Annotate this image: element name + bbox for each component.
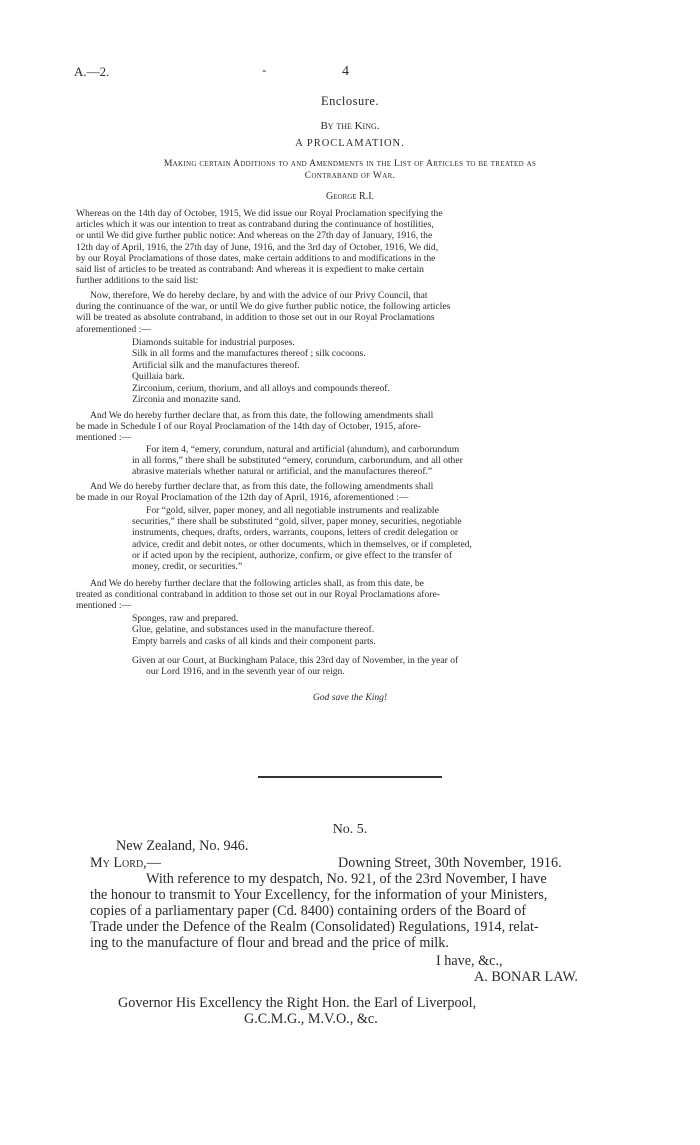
list-item: Zirconium, cerium, thorium, and all alloys and compounds thereof.: [132, 382, 390, 394]
proclamation-title-line2: Contraband of War.: [304, 170, 396, 181]
list-item: Artificial silk and the manufactures thereof.: [132, 359, 300, 371]
god-save-the-king: God save the King!: [312, 692, 388, 703]
page-number: 4: [342, 64, 349, 79]
text-line: And We do hereby further declare that the following articles shall, as from this date, be: [90, 578, 424, 589]
absolute-contraband-list: [132, 337, 612, 405]
text-line: be made in our Royal Proclamation of the 12th day of April, 1916, aforementioned :—: [76, 492, 409, 504]
text-line: our Lord 1916, and in the seventh year of our reign.: [146, 666, 345, 678]
gold-substitution: [132, 505, 626, 572]
text-line: With reference to my despatch, No. 921, of the 23rd November, I have: [146, 871, 547, 887]
text-line: further additions to the said list:: [76, 275, 199, 287]
text-line: will be treated as absolute contraband, in addition to those set out in our Royal Proclamations: [76, 312, 435, 324]
despatch-body: [90, 871, 610, 951]
closing: I have, &c.,: [436, 953, 503, 969]
text-line: said list of articles to be treated as contraband: And whereas it is expedient to make certain: [76, 264, 424, 276]
text-line: be made in Schedule I of our Royal Proclamation of the 14th day of October, 1915, afore-: [76, 421, 421, 433]
list-item: Silk in all forms and the manufactures thereof ; silk cocoons.: [132, 348, 366, 360]
paragraph-schedule-amendments: [76, 410, 626, 444]
given-at-court: [132, 655, 626, 677]
text-line: 12th day of April, 1916, the 27th day of June, 1916, and the 3rd day of October, 1916, We did,: [76, 241, 439, 253]
text-line: Now, therefore, We do hereby declare, by and with the advice of our Privy Council, that: [90, 290, 428, 301]
despatch-number: No. 5.: [332, 822, 368, 837]
text-line: in all forms,” there shall be substituted “emery, corundum, carborundum, and all other: [132, 455, 463, 467]
text-line: mentioned :—: [76, 600, 132, 612]
text-line: the honour to transmit to Your Excellency, for the information of your Ministers,: [90, 887, 548, 903]
text-line: articles which it was our intention to treat as contraband during the continuance of hostilities,: [76, 219, 434, 231]
text-line: advice, credit and debit notes, or other documents, which in themselves, or if completed,: [132, 538, 472, 550]
signatory: A. BONAR LAW.: [474, 969, 578, 985]
royal-signature: George R.I.: [325, 191, 375, 202]
text-line: treated as conditional contraband in addition to those set out in our Royal Proclamations afore-: [76, 589, 440, 601]
text-line: For “gold, silver, paper money, and all negotiable instruments and realizable: [146, 505, 439, 516]
text-line: Given at our Court, at Buckingham Palace, this 23rd day of November, in the year of: [132, 655, 459, 666]
list-item: Diamonds suitable for industrial purposes.: [132, 337, 295, 348]
text-line: during the continuance of the war, or until We do give further public notice, the following articles: [76, 301, 451, 313]
salutation: My Lord,—: [90, 855, 161, 871]
recipient-line2: G.C.M.G., M.V.O., &c.: [244, 1011, 378, 1027]
despatch-reference: New Zealand, No. 946.: [116, 838, 249, 854]
text-line: instruments, cheques, drafts, orders, warrants, coupons, letters of credit delegation or: [132, 527, 459, 539]
conditional-contraband-list: [132, 613, 612, 647]
paragraph-whereas: [76, 208, 626, 286]
list-item: Quillaia bark.: [132, 371, 185, 383]
recipient-line1: Governor His Excellency the Right Hon. the Earl of Liverpool,: [118, 995, 477, 1011]
text-line: And We do hereby further declare that, as from this date, the following amendments shall: [90, 410, 434, 421]
text-line: For item 4, “emery, corundum, natural and artificial (alundum), and carborundum: [146, 444, 460, 455]
text-line: copies of a parliamentary paper (Cd. 8400) containing orders of the Board of: [90, 903, 527, 919]
list-item: Sponges, raw and prepared.: [132, 613, 239, 624]
enclosure-heading: Enclosure.: [320, 94, 380, 108]
list-item: Empty barrels and casks of all kinds and their component parts.: [132, 635, 376, 647]
text-line: or until We did give further public notice: And whereas on the 27th day of January, 1916, the: [76, 230, 433, 242]
section-divider: [258, 776, 442, 778]
text-line: money, credit, or securities.”: [132, 561, 243, 573]
proclamation-title-line1: Making certain Additions to and Amendments in the List of Articles to be treated as: [163, 158, 537, 169]
text-line: abrasive materials whether natural or artificial, and the manufactures thereof.”: [132, 466, 433, 478]
text-line: securities,” there shall be substituted “gold, silver, paper money, securities, negotiable: [132, 516, 462, 528]
by-the-king: By the King.: [320, 120, 380, 132]
header-dash: -: [262, 62, 267, 77]
address-date: Downing Street, 30th November, 1916.: [338, 855, 562, 871]
list-item: Zirconia and monazite sand.: [132, 394, 241, 406]
text-line: ing to the manufacture of flour and bread and the price of milk.: [90, 935, 449, 951]
text-line: And We do hereby further declare that, as from this date, the following amendments shall: [90, 481, 434, 492]
text-line: mentioned :—: [76, 432, 132, 444]
paragraph-conditional-contraband: [76, 578, 626, 612]
text-line: or if acted upon by the recipient, authorize, confirm, or give effect to the transfer of: [132, 549, 453, 561]
item-4-substitution: [132, 444, 626, 478]
paragraph-april-amendments: [76, 481, 626, 503]
page-series: A.—2.: [74, 64, 110, 79]
text-line: Trade under the Defence of the Realm (Consolidated) Regulations, 1914, relat-: [90, 919, 539, 935]
list-item: Glue, gelatine, and substances used in the manufacture thereof.: [132, 624, 375, 636]
text-line: by our Royal Proclamations of those dates, make certain additions to and modifications in the: [76, 252, 436, 264]
text-line: aforementioned :—: [76, 323, 151, 335]
text-line: Whereas on the 14th day of October, 1915, We did issue our Royal Proclamation specifying the: [76, 208, 443, 219]
proclamation-heading: A PROCLAMATION.: [295, 138, 405, 149]
paragraph-now-therefore: [76, 290, 626, 335]
